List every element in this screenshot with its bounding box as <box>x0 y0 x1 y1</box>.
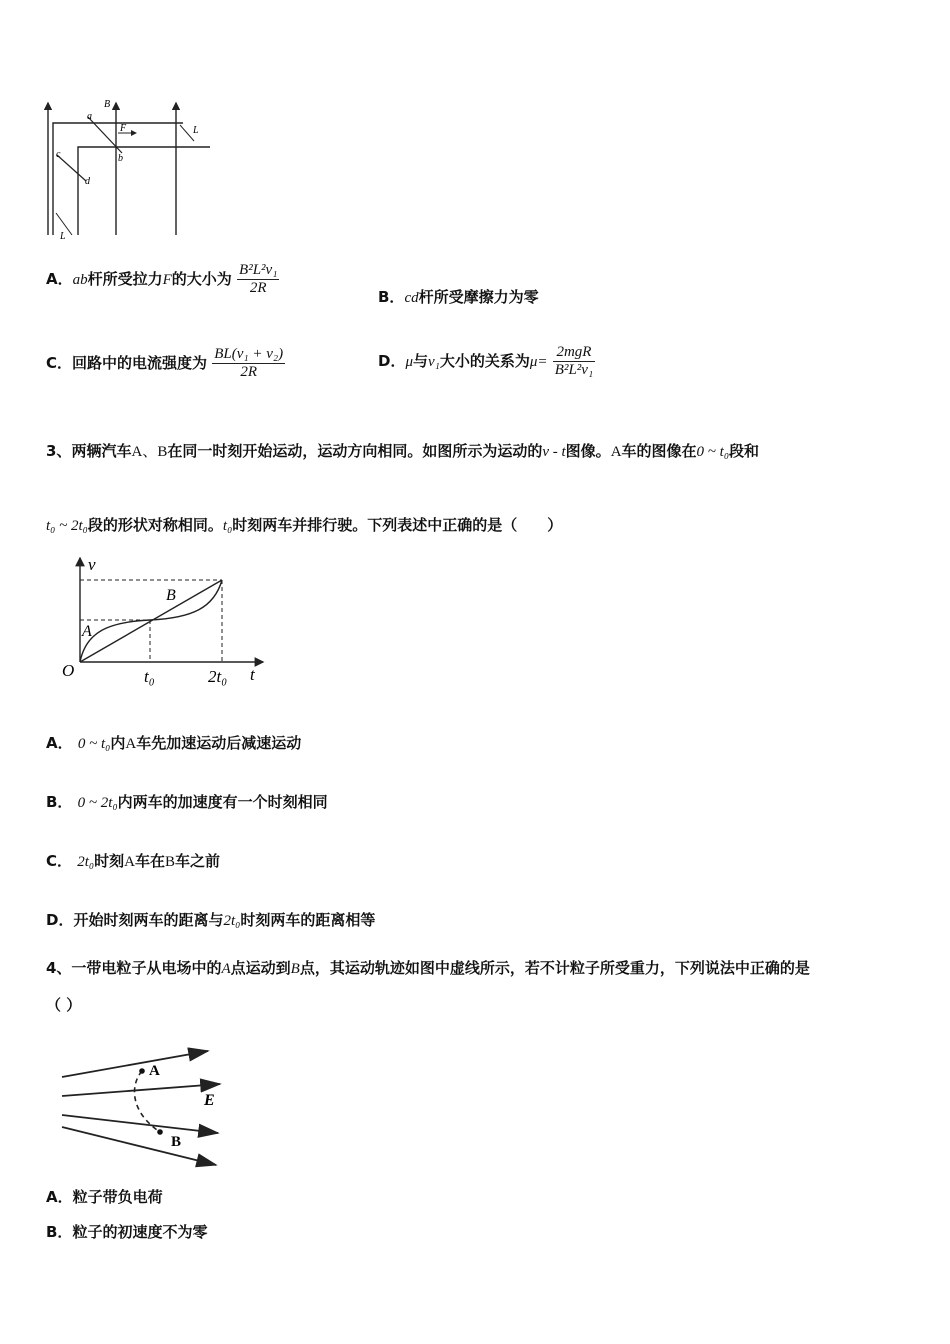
q2-option-a: A．ab杆所受拉力F的大小为 $\frac{\text{B²L²v₁}}{2R}$ <box>46 262 278 296</box>
point-B: B <box>171 1134 182 1150</box>
axis-t: t <box>250 665 255 684</box>
fraction: $\frac{\text{2mgR}}{\text{B²L²v₁}}$ <box>554 344 594 378</box>
fraction: $\frac{\text{BL(v₁ + v₂)}}{2R}$ <box>214 346 284 380</box>
point-A: A <box>149 1063 160 1079</box>
label-a: a <box>87 111 92 122</box>
label-F: F <box>120 123 127 134</box>
q2-option-c: C．回路中的电流强度为 $\frac{\text{BL(v₁ + v₂)}}{2R}$ <box>46 346 284 380</box>
label-L-bottom: L <box>60 231 66 242</box>
label-B: B <box>104 99 111 110</box>
fraction: $\frac{\text{B²L²v₁}}{2R}$ <box>239 262 278 296</box>
q4-option-a: A．粒子带负电荷 <box>46 1188 163 1206</box>
q4-paren: （ ） <box>46 996 82 1014</box>
axis-v: v <box>88 555 96 574</box>
q3-option-c: C． 2t₀时刻A车在B车之前 <box>46 852 221 870</box>
q3-option-d: D．开始时刻两车的距离与2t₀时刻两车的距离相等 <box>46 911 376 929</box>
field-E: E <box>204 1092 215 1109</box>
curve-A-label: A <box>82 623 92 640</box>
label-c: c <box>56 149 61 160</box>
q3-stem-line1: 3、两辆汽车A、B在同一时刻开始运动，运动方向相同。如图所示为运动的v - t图像。A车的图像在0 ~ t₀段和 <box>46 442 760 460</box>
q3-stem-line2: t₀ ~ 2t₀段的形状对称相同。t₀时刻两车并排行驶。下列表述中正确的是（ ） <box>46 516 563 534</box>
curve-B-label: B <box>166 587 176 604</box>
q2-option-d: D．μ与v₁大小的关系为μ= $\frac{\text{2mgR}}{\text{B²L²v₁}}$ <box>378 344 594 378</box>
rail-figure <box>38 95 223 245</box>
q4-stem: 4、一带电粒子从电场中的A点运动到B点，其运动轨迹如图中虚线所示，若不计粒子所受重力，下列说法中正确的是 <box>46 959 810 977</box>
tick-t0: t₀ <box>144 667 155 686</box>
field-figure <box>56 1040 226 1170</box>
q3-option-b: B． 0 ~ 2t₀内两车的加速度有一个时刻相同 <box>46 793 328 811</box>
origin-O: O <box>62 661 75 680</box>
tick-2t0: 2t₀ <box>208 667 228 686</box>
q3-option-a: A． 0 ~ t₀内A车先加速运动后减速运动 <box>46 734 302 752</box>
label-b: b <box>118 153 123 164</box>
label-d: d <box>85 176 90 187</box>
q4-option-b: B．粒子的初速度不为零 <box>46 1223 208 1241</box>
q2-option-b: B．cd杆所受摩擦力为零 <box>378 288 539 306</box>
label-L-top: L <box>193 125 199 136</box>
vt-graph <box>58 552 273 692</box>
